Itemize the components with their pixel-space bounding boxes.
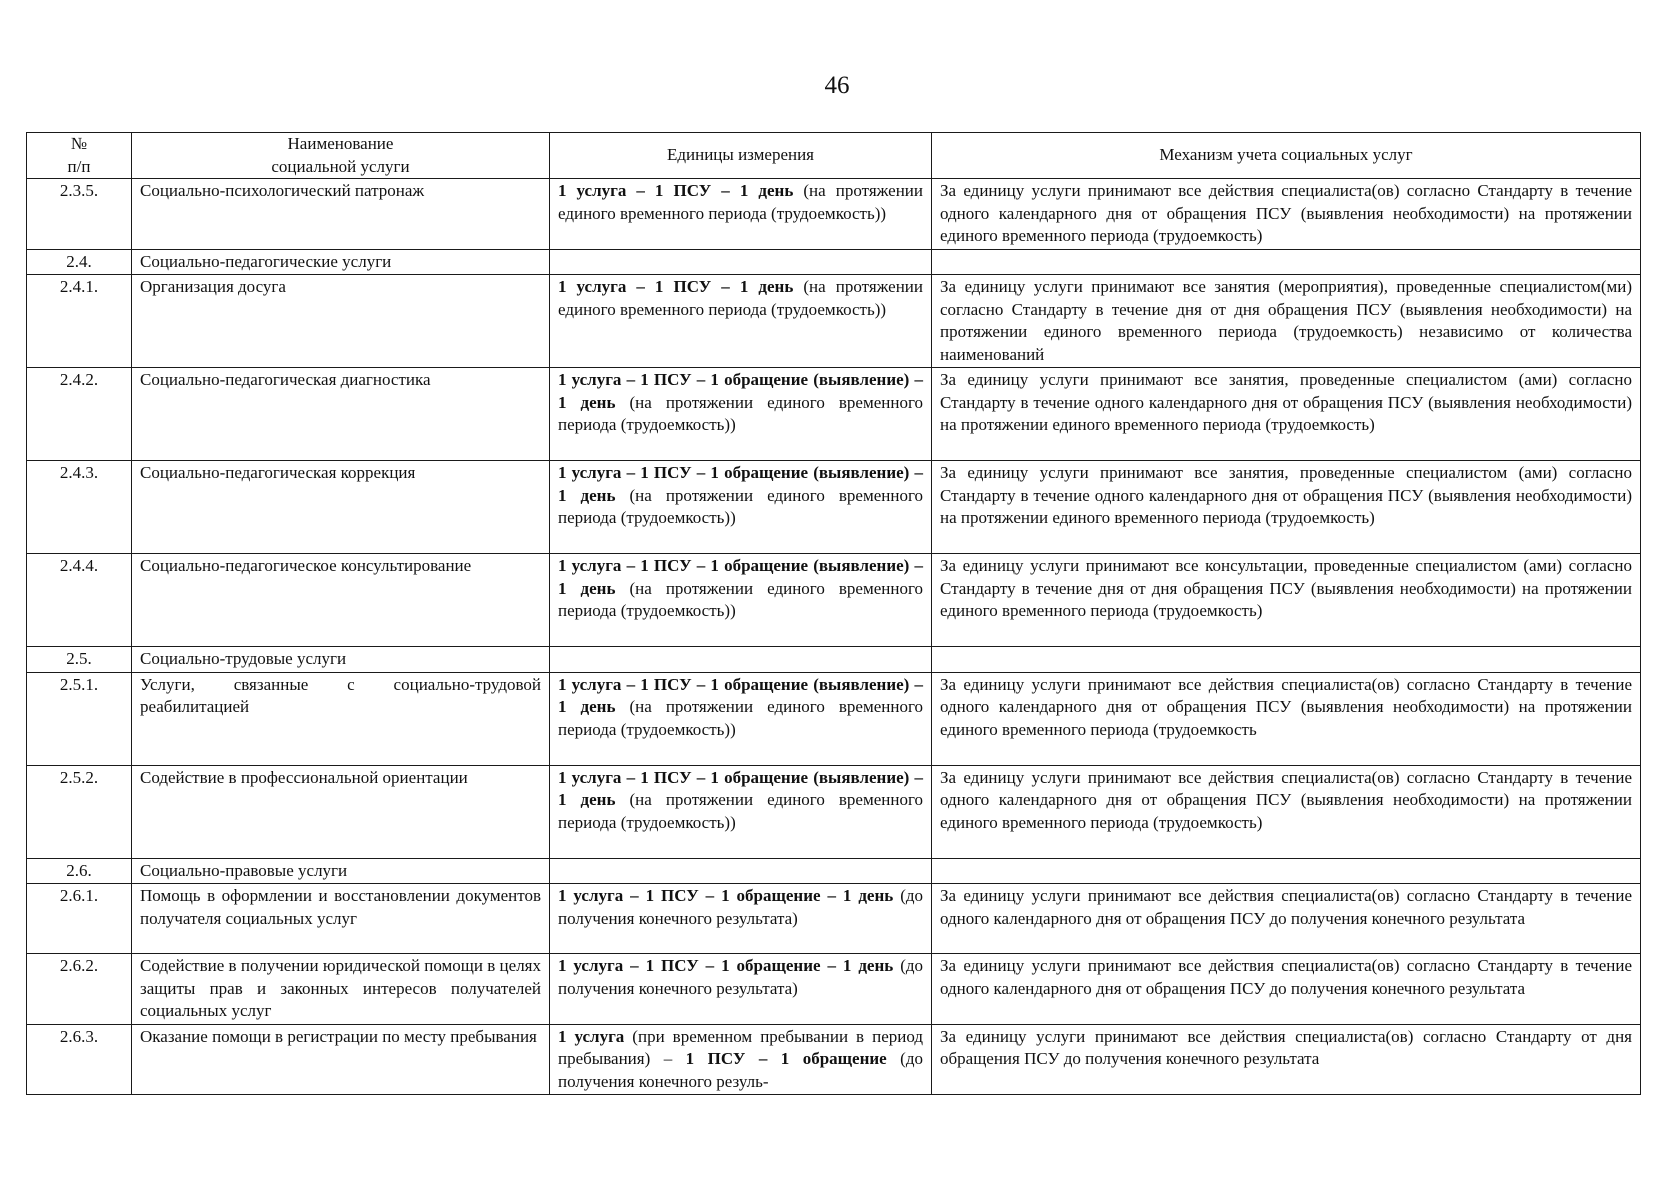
service-name: Оказание помощи в регистрации по месту пребывания [132,1024,550,1095]
table-row [27,884,1641,954]
service-unit [550,368,932,461]
service-mechanism: За единицу услуги принимают все занятия (мероприятия), проведенные специалистом(ми) согласно Стандарту в течение дня от дня обращения ПСУ (выявления необходимости) на протяжении единого временного периода (трудоемкость) независимо от количества наименований [932,275,1641,368]
row-number: 2.4.4. [27,554,132,647]
row-number: 2.6.1. [27,884,132,954]
row-number: 2.6.2. [27,954,132,1025]
service-name: Социально-психологический патронаж [132,179,550,250]
service-name: Услуги, связанные с социально-трудовой реабилитацией [132,672,550,765]
service-mechanism: За единицу услуги принимают все действия специалиста(ов) согласно Стандарту в течение одного календарного дня от обращения ПСУ (выявления необходимости) на протяжении единого временного периода (трудоемкость) [932,765,1641,858]
unit-bold: 1 услуга – 1 ПСУ – 1 обращение (выявление) – 1 день [558,463,923,505]
table-row [27,368,1641,461]
row-number: 2.4. [27,249,132,275]
table-header-row [27,133,1641,179]
unit-text: (на протяжении единого временного периода (трудоемкость)) [558,790,923,832]
header-unit: Единицы измерения [550,133,932,179]
service-name: Социально-педагогическая коррекция [132,461,550,554]
empty-cell [550,858,932,884]
section-row [27,647,1641,673]
section-name: Социально-трудовые услуги [132,647,550,673]
empty-cell [932,858,1641,884]
table-row [27,954,1641,1025]
service-name: Помощь в оформлении и восстановлении документов получателя социальных услуг [132,884,550,954]
service-mechanism: За единицу услуги принимают все действия специалиста(ов) согласно Стандарту в течение одного календарного дня от обращения ПСУ до получения конечного результата [932,954,1641,1025]
service-mechanism: За единицу услуги принимают все действия специалиста(ов) согласно Стандарту в течение одного календарного дня от обращения ПСУ до получения конечного результата [932,884,1641,954]
unit-text: (на протяжении единого временного периода (трудоемкость)) [558,181,923,223]
unit-text: (на протяжении единого временного периода (трудоемкость)) [558,485,923,527]
table-row [27,461,1641,554]
service-mechanism: За единицу услуги принимают все действия специалиста(ов) согласно Стандарту в течение одного календарного дня от обращения ПСУ (выявления необходимости) на протяжении единого временного периода (трудоемкость [932,672,1641,765]
unit-text: (до получения конечного результата) [558,886,924,928]
unit-bold: 1 услуга – 1 ПСУ – 1 обращение (выявление) – 1 день [558,674,923,716]
unit-text: (до получения конечного результата) [558,956,924,998]
service-unit [550,275,932,368]
header-num-line1: № [70,134,88,153]
row-number: 2.5. [27,647,132,673]
row-number: 2.5.2. [27,765,132,858]
service-unit [550,765,932,858]
page-number: 46 [824,72,850,99]
table-row [27,179,1641,250]
header-name-line2: социальной услуги [271,156,410,176]
row-number: 2.4.1. [27,275,132,368]
table-row [27,765,1641,858]
service-unit [550,554,932,647]
section-name: Социально-правовые услуги [132,858,550,884]
row-number: 2.3.5. [27,179,132,250]
unit-bold: 1 услуга [558,1026,625,1046]
unit-bold: 1 услуга – 1 ПСУ – 1 обращение – 1 день [558,886,894,905]
section-row [27,858,1641,884]
row-number: 2.5.1. [27,672,132,765]
service-name: Организация досуга [132,275,550,368]
service-mechanism: За единицу услуги принимают все действия специалиста(ов) согласно Стандарту от дня обращения ПСУ до получения конечного результата [932,1024,1641,1095]
service-unit [550,954,932,1025]
empty-cell [932,647,1641,673]
unit-text-2: (до получения конечного резуль- [558,1049,923,1091]
service-mechanism: За единицу услуги принимают все консультации, проведенные специалистом (ами) согласно Стандарту в течение дня от дня обращения ПСУ (выявления необходимости) на протяжении единого временного периода (трудоемкость) [932,554,1641,647]
unit-bold: 1 услуга – 1 ПСУ – 1 обращение (выявление) – 1 день [558,370,923,412]
header-num [27,133,132,179]
unit-bold-2: 1 ПСУ – 1 обращение [685,1049,887,1068]
service-mechanism: За единицу услуги принимают все занятия, проведенные специалистом (ами) согласно Стандарту в течение одного календарного дня от обращения ПСУ (выявления необходимости) на протяжении единого временного периода (трудоемкость) [932,461,1641,554]
header-num-line2: п/п [67,156,91,176]
unit-bold: 1 услуга – 1 ПСУ – 1 день [558,277,794,296]
row-number: 2.4.3. [27,461,132,554]
unit-text: (на протяжении единого временного периода (трудоемкость)) [558,578,923,620]
service-mechanism: За единицу услуги принимают все действия специалиста(ов) согласно Стандарту в течение одного календарного дня от обращения ПСУ (выявления необходимости) на протяжении единого временного периода (трудоемкость) [932,179,1641,250]
service-unit [550,461,932,554]
section-row [27,249,1641,275]
unit-text: (при временном пребывании в период пребывания) – [558,1026,923,1068]
service-name: Социально-педагогическая диагностика [132,368,550,461]
empty-cell [550,647,932,673]
service-unit [550,672,932,765]
unit-bold: 1 услуга – 1 ПСУ – 1 день [558,181,794,200]
table-row [27,672,1641,765]
service-mechanism: За единицу услуги принимают все занятия, проведенные специалистом (ами) согласно Стандарту в течение одного календарного дня от обращения ПСУ (выявления необходимости) на протяжении единого временного периода (трудоемкость) [932,368,1641,461]
unit-text: (на протяжении единого временного периода (трудоемкость)) [558,697,923,739]
service-name: Содействие в получении юридической помощи в целях защиты прав и законных интересов получателей социальных услуг [132,954,550,1025]
row-number: 2.6.3. [27,1024,132,1095]
service-name: Социально-педагогическое консультирование [132,554,550,647]
social-services-table [26,132,1641,1095]
unit-bold: 1 услуга – 1 ПСУ – 1 обращение – 1 день [558,956,894,975]
empty-cell [550,249,932,275]
table-row [27,554,1641,647]
header-mechanism: Механизм учета социальных услуг [932,133,1641,179]
header-name-line1: Наименование [287,134,394,153]
table-row [27,1024,1641,1095]
service-unit [550,1024,932,1095]
table-row [27,275,1641,368]
empty-cell [932,249,1641,275]
header-name [132,133,550,179]
service-unit [550,884,932,954]
row-number: 2.6. [27,858,132,884]
unit-bold: 1 услуга – 1 ПСУ – 1 обращение (выявление) – 1 день [558,556,923,598]
service-unit [550,179,932,250]
service-name: Содействие в профессиональной ориентации [132,765,550,858]
row-number: 2.4.2. [27,368,132,461]
unit-text: (на протяжении единого временного периода (трудоемкость)) [558,277,923,319]
unit-text: (на протяжении единого временного периода (трудоемкость)) [558,392,923,434]
section-name: Социально-педагогические услуги [132,249,550,275]
unit-bold: 1 услуга – 1 ПСУ – 1 обращение (выявление) – 1 день [558,767,923,809]
